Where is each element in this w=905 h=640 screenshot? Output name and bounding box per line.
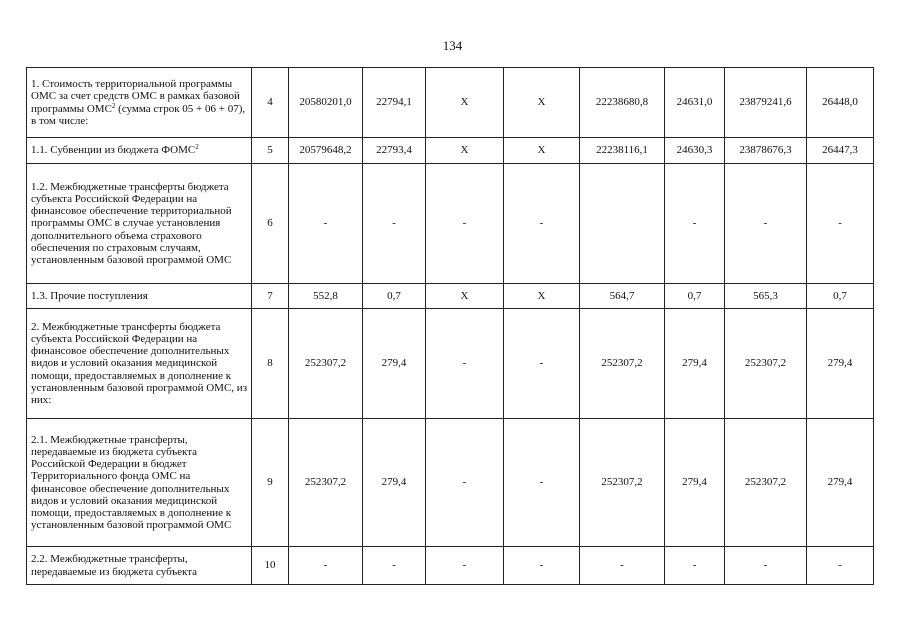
table-cell: 252307,2 (289, 309, 363, 419)
table-cell: X (426, 138, 504, 164)
table-cell: 20579648,2 (289, 138, 363, 164)
table-cell: 26448,0 (807, 68, 874, 138)
table-cell: - (504, 419, 580, 547)
table-cell: - (665, 547, 725, 585)
row-label (27, 419, 252, 547)
table-cell: 23879241,6 (725, 68, 807, 138)
table-cell: 23878676,3 (725, 138, 807, 164)
table-cell: 22794,1 (363, 68, 426, 138)
row-code: 7 (252, 284, 289, 309)
table-row (27, 68, 874, 138)
row-code: 9 (252, 419, 289, 547)
table-cell: 252307,2 (289, 419, 363, 547)
row-code: 6 (252, 164, 289, 284)
table-cell: 279,4 (363, 419, 426, 547)
table-cell: 26447,3 (807, 138, 874, 164)
table-cell: - (289, 547, 363, 585)
row-label-text: 2. Межбюджетные трансферты бюджета субъекта Российской Федерации на финансовое обеспечение дополнительных видов и условий оказания медицинской помощи, предоставляемых в дополнение к установленным базовой программой ОМС, из них: (31, 320, 248, 406)
row-label (27, 547, 252, 585)
row-label-text: 2.2. Межбюджетные трансферты, передаваемые из бюджета субъекта (31, 553, 198, 578)
table-cell: - (580, 547, 665, 585)
table-cell: 279,4 (807, 309, 874, 419)
table-cell: - (807, 547, 874, 585)
table-cell (580, 164, 665, 284)
table-cell: - (665, 164, 725, 284)
table-cell: - (807, 164, 874, 284)
table-cell: 552,8 (289, 284, 363, 309)
footnote-marker: 2 (195, 143, 199, 152)
table-cell: - (426, 309, 504, 419)
table-cell: X (504, 68, 580, 138)
table-row (27, 309, 874, 419)
table-cell: X (426, 68, 504, 138)
table-cell: - (725, 164, 807, 284)
table-cell: - (426, 164, 504, 284)
table-cell: 279,4 (807, 419, 874, 547)
row-label-text: 2.1. Межбюджетные трансферты, передаваемые из бюджета субъекта Российской Федерации в бюджет Территориального фонда ОМС на финансовое обеспечение дополнительных видов и условий оказания медицинской помощи, предоставляемых в дополнение к установленным базовой программой ОМС (31, 433, 232, 532)
table-row (27, 284, 874, 309)
row-label (27, 138, 252, 164)
table-cell: - (289, 164, 363, 284)
row-label-text: 1. Стоимость территориальной программы ОМС за счет средств ОМС в рамках базовой программы ОМС (31, 78, 240, 115)
table-cell: X (504, 138, 580, 164)
table-cell: - (363, 164, 426, 284)
row-label-text: 1.3. Прочие поступления (31, 289, 148, 302)
table-cell: - (725, 547, 807, 585)
row-code: 8 (252, 309, 289, 419)
table-cell: - (504, 164, 580, 284)
table-cell: - (363, 547, 426, 585)
row-code: 10 (252, 547, 289, 585)
table-cell: 0,7 (807, 284, 874, 309)
table-cell: - (504, 547, 580, 585)
table-cell: 0,7 (363, 284, 426, 309)
table-cell: 279,4 (665, 309, 725, 419)
table-cell: 20580201,0 (289, 68, 363, 138)
table-cell: X (426, 284, 504, 309)
footnote-marker: 2 (111, 101, 116, 110)
table-cell: X (504, 284, 580, 309)
table-cell: 0,7 (665, 284, 725, 309)
table-cell: 22793,4 (363, 138, 426, 164)
row-label (27, 68, 252, 138)
table-cell: 22238116,1 (580, 138, 665, 164)
page-number: 134 (442, 38, 463, 53)
table-row (27, 547, 874, 585)
table-cell: 279,4 (363, 309, 426, 419)
table-row (27, 138, 874, 164)
row-label (27, 284, 252, 309)
row-label-suffix: (сумма строк 05 + 06 + 07), в том числе: (31, 102, 246, 127)
row-label (27, 164, 252, 284)
table-cell: 252307,2 (580, 309, 665, 419)
table-cell: 279,4 (665, 419, 725, 547)
row-code: 4 (252, 68, 289, 138)
table-row (27, 419, 874, 547)
row-code: 5 (252, 138, 289, 164)
table-cell: 24630,3 (665, 138, 725, 164)
table-cell: 565,3 (725, 284, 807, 309)
table-cell: - (426, 547, 504, 585)
row-label-text: 1.1. Субвенции из бюджета ФОМС (31, 144, 196, 157)
table-cell: - (504, 309, 580, 419)
table-cell: 252307,2 (725, 419, 807, 547)
table-cell: 24631,0 (665, 68, 725, 138)
table-cell: 564,7 (580, 284, 665, 309)
table-cell: 252307,2 (580, 419, 665, 547)
table-cell: 252307,2 (725, 309, 807, 419)
table-row (27, 164, 874, 284)
finance-table (26, 67, 874, 585)
table-cell: - (426, 419, 504, 547)
table-cell: 22238680,8 (580, 68, 665, 138)
row-label (27, 309, 252, 419)
row-label-text: 1.2. Межбюджетные трансферты бюджета субъекта Российской Федерации на финансовое обеспечение территориальной программы ОМС в случае установления дополнительного объема страхового обеспечения по страховым случаям, установленным базовой программой ОМС (31, 180, 232, 266)
